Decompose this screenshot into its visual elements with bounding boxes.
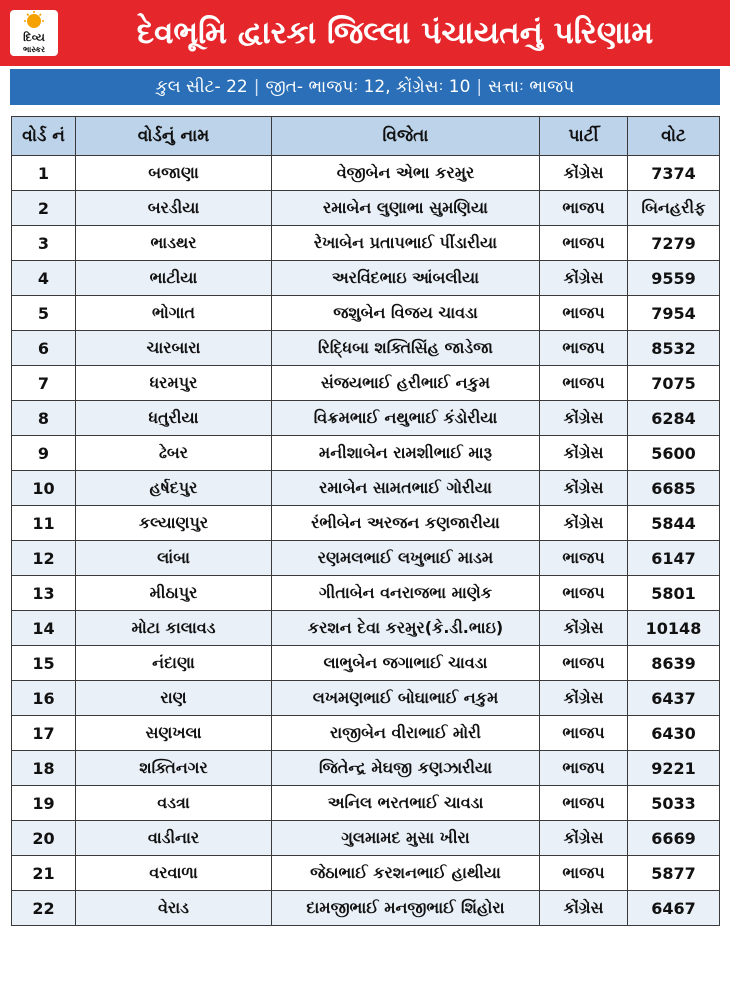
cell-votes: 5877 (628, 856, 720, 891)
cell-ward-no: 12 (12, 541, 76, 576)
cell-winner: જશુબેન વિજય ચાવડા (272, 296, 540, 331)
cell-ward-no: 7 (12, 366, 76, 401)
cell-winner: જેઠાભાઈ કરશનભાઈ હાથીયા (272, 856, 540, 891)
cell-votes: 7279 (628, 226, 720, 261)
cell-ward-no: 14 (12, 611, 76, 646)
cell-party: ભાજપ (540, 646, 628, 681)
cell-ward-no: 6 (12, 331, 76, 366)
cell-ward-no: 10 (12, 471, 76, 506)
cell-votes: 9221 (628, 751, 720, 786)
table-row (12, 856, 720, 891)
divya-bhaskar-logo (10, 10, 58, 56)
cell-votes: 9559 (628, 261, 720, 296)
table-row (12, 436, 720, 471)
cell-party: ભાજપ (540, 331, 628, 366)
cell-ward-no: 9 (12, 436, 76, 471)
cell-ward-name: વેરાડ (76, 891, 272, 926)
table-row (12, 261, 720, 296)
cell-ward-name: વડત્રા (76, 786, 272, 821)
table-row (12, 401, 720, 436)
cell-ward-name: ઢેબર (76, 436, 272, 471)
column-header-ward-no: વોર્ડ નં (12, 117, 76, 156)
table-header-row (12, 117, 720, 156)
cell-ward-name: શક્તિનગર (76, 751, 272, 786)
cell-votes: 5033 (628, 786, 720, 821)
cell-ward-no: 3 (12, 226, 76, 261)
page-header (0, 0, 730, 66)
cell-party: ભાજપ (540, 751, 628, 786)
cell-winner: મનીશાબેન રામશીભાઈ મારૂ (272, 436, 540, 471)
cell-votes: 8532 (628, 331, 720, 366)
cell-winner: રમાબેન લુણાભા સુમણિયા (272, 191, 540, 226)
cell-winner: રંભીબેન અરજન કણજારીયા (272, 506, 540, 541)
cell-votes: 5600 (628, 436, 720, 471)
table-row (12, 646, 720, 681)
cell-ward-name: લાંબા (76, 541, 272, 576)
table-row (12, 296, 720, 331)
results-table (11, 116, 720, 926)
table-row (12, 681, 720, 716)
cell-party: ભાજપ (540, 366, 628, 401)
table-row (12, 506, 720, 541)
cell-ward-name: બજાણા (76, 156, 272, 191)
cell-ward-name: વાડીનાર (76, 821, 272, 856)
cell-party: કોંગ્રેસ (540, 891, 628, 926)
cell-votes: 6669 (628, 821, 720, 856)
cell-winner: રિદ્ધિબા શક્તિસિંહ જાડેજા (272, 331, 540, 366)
cell-ward-no: 16 (12, 681, 76, 716)
table-row (12, 716, 720, 751)
cell-winner: લાભુબેન જગાભાઈ ચાવડા (272, 646, 540, 681)
cell-party: ભાજપ (540, 296, 628, 331)
cell-winner: વેજીબેન એભા કરમુર (272, 156, 540, 191)
summary-ruling-party: સત્તાઃ ભાજપ (488, 77, 575, 97)
cell-ward-no: 22 (12, 891, 76, 926)
cell-ward-name: ધરમપુર (76, 366, 272, 401)
cell-votes: 6284 (628, 401, 720, 436)
cell-winner: દામજીભાઈ મનજીભાઈ શિંહોરા (272, 891, 540, 926)
table-row (12, 821, 720, 856)
table-row (12, 576, 720, 611)
cell-votes: 6147 (628, 541, 720, 576)
summary-divider: | (253, 77, 260, 97)
cell-winner: અરવિંદભાઇ આંબલીયા (272, 261, 540, 296)
cell-party: કોંગ્રેસ (540, 681, 628, 716)
cell-party: કોંગ્રેસ (540, 261, 628, 296)
cell-ward-no: 4 (12, 261, 76, 296)
cell-ward-no: 18 (12, 751, 76, 786)
cell-votes: 5844 (628, 506, 720, 541)
column-header-winner: વિજેતા (272, 117, 540, 156)
cell-ward-no: 1 (12, 156, 76, 191)
cell-winner: રાજીબેન વીરાભાઈ મોરી (272, 716, 540, 751)
cell-votes: 7374 (628, 156, 720, 191)
cell-votes: 7954 (628, 296, 720, 331)
cell-ward-no: 11 (12, 506, 76, 541)
table-row (12, 331, 720, 366)
cell-votes: 6685 (628, 471, 720, 506)
cell-party: ભાજપ (540, 226, 628, 261)
cell-winner: ગુલમામદ મુસા ખીરા (272, 821, 540, 856)
column-header-party: પાર્ટી (540, 117, 628, 156)
cell-winner: ગીતાબેન વનરાજભા માણેક (272, 576, 540, 611)
cell-party: કોંગ્રેસ (540, 471, 628, 506)
logo-text-top: દિવ્ય (23, 31, 45, 44)
cell-votes: બિનહરીફ (628, 191, 720, 226)
cell-votes: 6437 (628, 681, 720, 716)
cell-ward-name: ભાડથર (76, 226, 272, 261)
table-row (12, 541, 720, 576)
cell-ward-name: હર્ષદપુર (76, 471, 272, 506)
cell-party: કોંગ્રેસ (540, 506, 628, 541)
cell-party: ભાજપ (540, 786, 628, 821)
cell-ward-no: 20 (12, 821, 76, 856)
column-header-ward-name: વોર્ડનું નામ (76, 117, 272, 156)
table-row (12, 156, 720, 191)
cell-party: કોંગ્રેસ (540, 401, 628, 436)
cell-votes: 8639 (628, 646, 720, 681)
table-row (12, 891, 720, 926)
sun-logo-icon (10, 10, 58, 56)
table-row (12, 786, 720, 821)
summary-divider: | (476, 77, 483, 97)
cell-party: ભાજપ (540, 856, 628, 891)
table-row (12, 226, 720, 261)
cell-party: ભાજપ (540, 716, 628, 751)
cell-ward-name: રાણ (76, 681, 272, 716)
cell-party: કોંગ્રેસ (540, 611, 628, 646)
page-title: દેવભૂમિ દ્વારકા જિલ્લા પંચાયતનું પરિણામ (136, 15, 654, 51)
cell-ward-name: વરવાળા (76, 856, 272, 891)
cell-ward-name: સણખલા (76, 716, 272, 751)
cell-ward-name: ભાટીયા (76, 261, 272, 296)
cell-votes: 5801 (628, 576, 720, 611)
cell-ward-name: મોટા કાલાવડ (76, 611, 272, 646)
cell-ward-no: 15 (12, 646, 76, 681)
table-row (12, 751, 720, 786)
cell-party: કોંગ્રેસ (540, 156, 628, 191)
cell-winner: જિતેન્દ્ર મેઘજી કણઝારીયા (272, 751, 540, 786)
cell-ward-no: 21 (12, 856, 76, 891)
cell-winner: લખમણભાઈ બોઘાભાઈ નકુમ (272, 681, 540, 716)
cell-ward-name: નંદાણા (76, 646, 272, 681)
cell-votes: 10148 (628, 611, 720, 646)
table-row (12, 191, 720, 226)
summary-seats-won: જીત- ભાજપઃ 12, કોંગ્રેસઃ 10 (265, 77, 471, 97)
table-row (12, 366, 720, 401)
cell-votes: 6467 (628, 891, 720, 926)
cell-winner: રણમલભાઈ લખુભાઈ માડમ (272, 541, 540, 576)
cell-winner: કરશન દેવા કરમુર(કે.ડી.ભાઇ) (272, 611, 540, 646)
cell-ward-no: 8 (12, 401, 76, 436)
cell-ward-no: 2 (12, 191, 76, 226)
cell-winner: વિક્રમભાઈ નથુભાઈ કંડોરીયા (272, 401, 540, 436)
cell-ward-name: કલ્યાણપુર (76, 506, 272, 541)
summary-bar (10, 69, 720, 105)
summary-total-seats: કુલ સીટ- 22 (155, 77, 248, 97)
cell-winner: અનિલ ભરતભાઈ ચાવડા (272, 786, 540, 821)
table-row (12, 611, 720, 646)
cell-ward-no: 13 (12, 576, 76, 611)
results-table-body (12, 156, 720, 926)
cell-party: ભાજપ (540, 541, 628, 576)
cell-winner: સંજયભાઈ હરીભાઈ નકુમ (272, 366, 540, 401)
column-header-votes: વોટ (628, 117, 720, 156)
cell-party: ભાજપ (540, 576, 628, 611)
cell-ward-no: 19 (12, 786, 76, 821)
cell-winner: રેખાબેન પ્રતાપભાઈ પીંડારીયા (272, 226, 540, 261)
cell-ward-name: ભોગાત (76, 296, 272, 331)
logo-text-bottom: ભાસ્કર (22, 45, 46, 54)
cell-ward-name: ચારબારા (76, 331, 272, 366)
cell-party: ભાજપ (540, 191, 628, 226)
cell-ward-no: 5 (12, 296, 76, 331)
cell-party: કોંગ્રેસ (540, 821, 628, 856)
cell-votes: 6430 (628, 716, 720, 751)
table-row (12, 471, 720, 506)
cell-ward-name: ધતુરીયા (76, 401, 272, 436)
cell-ward-no: 17 (12, 716, 76, 751)
cell-ward-name: બરડીયા (76, 191, 272, 226)
cell-ward-name: મીઠાપુર (76, 576, 272, 611)
cell-winner: રમાબેન સામતભાઈ ગોરીયા (272, 471, 540, 506)
cell-party: કોંગ્રેસ (540, 436, 628, 471)
cell-votes: 7075 (628, 366, 720, 401)
